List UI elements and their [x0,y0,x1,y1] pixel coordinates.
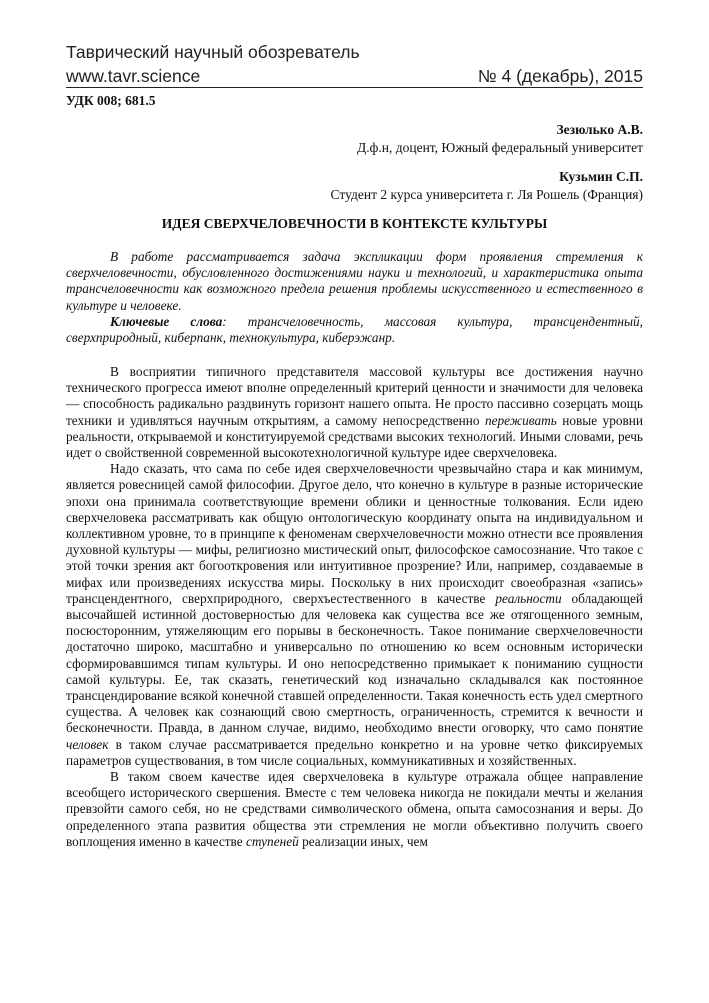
article-body [66,364,643,850]
author-block [357,121,643,157]
journal-website: www.tavr.science [66,66,201,86]
author-name: Кузьмин С.П. [559,169,643,184]
udc-code: УДК 008; 681.5 [66,93,156,108]
abstract [66,249,643,346]
emphasis: ступеней [245,833,299,849]
journal-name: Таврический научный обозреватель [66,42,360,62]
keywords-text: : трансчеловечность, массовая культура, трансцендентный, сверхприродный, киберпанк, технокультура, киберэжанр. [66,313,643,346]
journal-issue: № 4 (декабрь), 2015 [477,66,643,86]
header-divider [66,87,643,88]
body-paragraph [66,461,643,769]
author-block [331,168,643,204]
body-paragraph [66,364,643,461]
author-affiliation: Д.ф.н, доцент, Южный федеральный университет [357,140,643,155]
emphasis: переживать [484,412,557,428]
emphasis: человек [66,736,109,752]
author-affiliation: Студент 2 курса университета г. Ля Рошель (Франция) [330,187,643,202]
emphasis: реальности [495,590,562,606]
body-paragraph [66,769,643,850]
text-run: обладающей высочайшей истинной достоверностью для человека как существа все же отягощенного земным, посюсторонним, утяжеляющим его порывы в бесконечность. Такое понимание сверхчеловечности достаточно широко, масштабно и универсально по отношению ко всем основным исторически сформировавшимся типам культуры. И оно непосредственно примыкает к пониманию сущности самой культуры. Ее, так сказать, генетический код изначально складывался как постоянное трансцендирование всякой конечной ставшей определенности. Такая конечность есть удел смертного существа. А человек как сознающий свою смертность, ограниченность, стремится к вечности и бесконечности. Правда, в данном случае, видимо, необходимо внести оговорку, что само понятие [66,590,643,736]
abstract-text: В работе рассматривается задача экспликации форм проявления стремления к сверхчеловечности, обусловленного достижениями науки и технологий, и характеристика опыта трансчеловечности как возможного предела решения проблемы искусственного и естественного в культуре и человеке. [66,249,643,313]
text-run: новые уровни реальности, открываемой и конституируемой средствами высоких технологий. Иными словами, речь идет о свойственной современной высокотехнологичной культуре идее сверхчеловека. [66,412,643,461]
journal-header [66,40,643,88]
text-run: В таком своем качестве идея сверхчеловека в культуре отражала общее направление всеобщего исторического свершения. Вместе с тем человека никогда не покидали мечты и желания превзойти самого себя, но не средствами символического обмена, опыта самосознания и веры. До определенного этапа развития общества эти стремления не могли объективно получить своего воплощения именно в качестве [66,769,643,849]
text-run: Надо сказать, что сама по себе идея сверхчеловечности чрезвычайно стара и как минимум, является ровесницей самой философии. Другое дело, что конечно в культуре в разные исторические эпохи она принимала соответствующие времени облики и ценностные толкования. Если идею сверхчеловека рассматривать как общую онтологическую координату опыта на индивидуальном и коллективном уровне, то в принципе к феноменам сверхчеловечности можно отнести все проявления духовной культуры — мифы, религиозно мистический опыт, философское самосознание. Что такое с этой точки зрения акт богооткровения или интуитивное прозрение? Или, например, создаваемые в мифах или произведениях искусства миры. Поскольку в них происходит своеобразная «запись» трансцендентного, сверхприродного, сверхъестественного в качестве [66,461,643,606]
keywords-label: Ключевые слова [110,313,223,329]
author-name: Зезюлько А.В. [556,122,643,137]
text-run: В восприятии типичного представителя массовой культуры все достижения научно технического прогресса имеют вполне определенный критерий ценности и значимости для человека — способность радикально раздвинуть горизонт нашего опыта. Не просто пассивно созерцать мощь техники и удивляться научным открытиям, а самому непосредственно [66,364,643,428]
keywords [66,314,643,346]
text-run: в таком случае рассматривается предельно конкретно и на уровне четко фиксируемых параметров существования, в том числе социальных, коммуникативных и хозяйственных. [66,736,643,768]
text-run: реализации иных, чем [298,833,428,849]
article-title: ИДЕЯ СВЕРХЧЕЛОВЕЧНОСТИ В КОНТЕКСТЕ КУЛЬТУРЫ [161,216,548,231]
journal-row [66,64,643,88]
